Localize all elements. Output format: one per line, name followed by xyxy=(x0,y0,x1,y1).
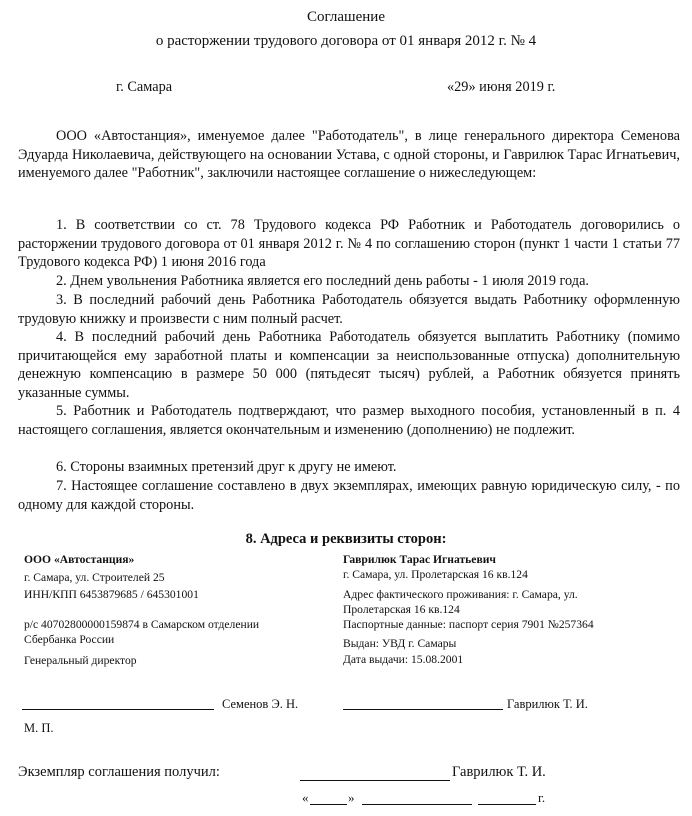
employer-signature-name: Семенов Э. Н. xyxy=(222,697,299,711)
document-title: Соглашение xyxy=(307,9,385,25)
employer-signature-line xyxy=(22,709,214,710)
date: «29» июня 2019 г. xyxy=(447,79,556,95)
employer-name: ООО «Автостанция» xyxy=(24,553,135,566)
clause-5: 5. Работник и Работодатель подтверждают, что размер выходного пособия, установленный в п. 4 настоящего соглашения, является окончательным и изменению (дополнению) не подлежит. xyxy=(18,403,680,438)
receipt-year-line xyxy=(478,804,536,805)
clause-1: 1. В соответствии со ст. 78 Трудового кодекса РФ Работник и Работодатель договорились о расторжении трудового договора от 01 января 2012 г. № 4 по соглашению сторон (пункт 1 части 1 статьи 77 Трудового кодекса РФ) 1 июня 2016 года xyxy=(18,217,680,270)
employer-inn: ИНН/КПП 6453879685 / 645301001 xyxy=(24,588,199,601)
receipt-year-suffix: г. xyxy=(538,790,546,805)
clause-4: 4. В последний рабочий день Работника Работодатель обязуется выплатить Работнику (помимо причитающейся ему заработной платы и компенсации за неиспользованные отпуска) дополнительную денежную компенсацию в размере 50 000 (пятьдесят тысяч) рублей, а Работник обязуется принять указанные суммы. xyxy=(18,329,680,401)
receipt-date-close-quote: » xyxy=(348,790,355,805)
receipt-signature-line xyxy=(300,780,450,781)
receipt-day-line xyxy=(310,804,347,805)
employer-account-line1: р/с 40702800000159874 в Самарском отделении xyxy=(24,618,260,631)
employee-issue-date: Дата выдачи: 15.08.2001 xyxy=(343,653,464,666)
clause-2: 2. Днем увольнения Работника является его последний день работы - 1 июля 2019 года. xyxy=(56,273,589,289)
employer-account-line2: Сбербанка России xyxy=(24,633,115,646)
receipt-date-open-quote: « xyxy=(302,790,309,805)
receipt-name: Гаврилюк Т. И. xyxy=(452,764,546,780)
employee-name: Гаврилюк Тарас Игнатьевич xyxy=(343,553,496,566)
document-subtitle: о расторжении трудового договора от 01 января 2012 г. № 4 xyxy=(155,33,537,49)
employee-signature-line xyxy=(343,709,503,710)
employer-position: Генеральный директор xyxy=(24,654,137,667)
clause-7: 7. Настоящее соглашение составлено в двух экземплярах, имеющих равную юридическую силу, - по одному для каждой стороны. xyxy=(18,478,680,513)
clause-3: 3. В последний рабочий день Работника Работодатель обязуется выдать Работнику оформленную трудовую книжку и произвести с ним полный расчет. xyxy=(18,292,680,327)
receipt-label: Экземпляр соглашения получил: xyxy=(18,764,220,780)
employer-address: г. Самара, ул. Строителей 25 xyxy=(24,571,165,584)
employee-actual-address-line1: Адрес фактического проживания: г. Самара, ул. xyxy=(343,588,578,601)
stamp-placeholder: М. П. xyxy=(24,721,54,735)
city: г. Самара xyxy=(116,79,173,95)
clause-6: 6. Стороны взаимных претензий друг к другу не имеют. xyxy=(56,459,397,475)
employee-signature-name: Гаврилюк Т. И. xyxy=(507,697,588,711)
employee-actual-address-line2: Пролетарская 16 кв.124 xyxy=(343,603,460,616)
receipt-month-line xyxy=(362,804,472,805)
employee-issued-by: Выдан: УВД г. Самары xyxy=(343,637,457,650)
employee-passport: Паспортные данные: паспорт серия 7901 №257364 xyxy=(343,618,594,631)
requisites-heading: 8. Адреса и реквизиты сторон: xyxy=(245,531,447,547)
intro-paragraph: ООО «Автостанция», именуемое далее "Работодатель", в лице генерального директора Семенова Эдуарда Николаевича, действующего на основании Устава, с одной стороны, и Гаврилюк Тарас Игнатьевич, именуемого далее "Работник", заключили настоящее соглашение о нижеследующем: xyxy=(18,128,680,181)
employee-address: г. Самара, ул. Пролетарская 16 кв.124 xyxy=(343,568,528,581)
